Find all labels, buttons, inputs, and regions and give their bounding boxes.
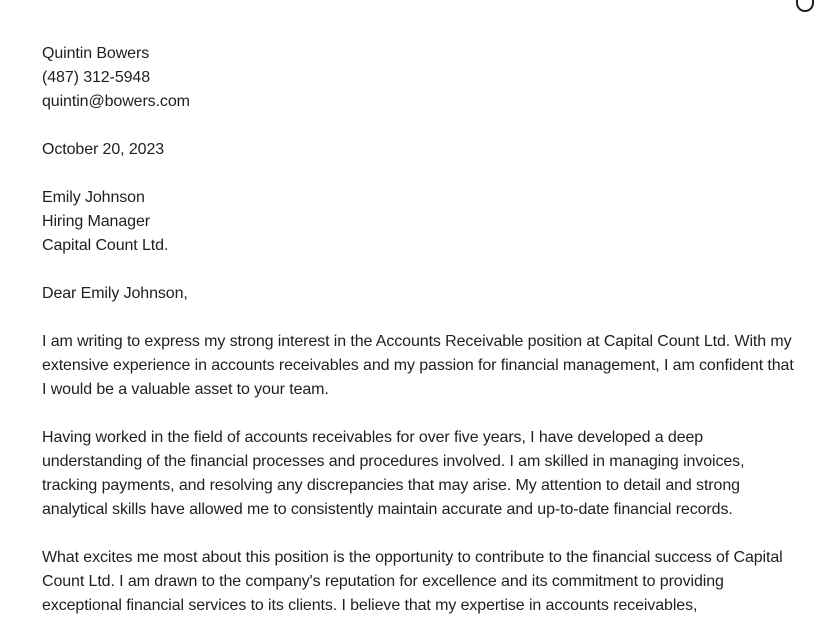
recipient-block xyxy=(42,186,802,258)
date-block xyxy=(42,138,802,162)
cover-letter xyxy=(42,42,802,620)
cup-shape-icon xyxy=(796,0,814,12)
recipient-title: Hiring Manager xyxy=(42,213,150,230)
body-paragraph-3: What excites me most about this position is the opportunity to contribute to the financial success of Capital Count Ltd. I am drawn to the company's reputation for excellence and its commitment to providing exceptional financial services to its clients. I believe that my expertise in accounts receivables, xyxy=(42,549,783,614)
salutation: Dear Emily Johnson, xyxy=(42,285,188,302)
body-paragraph-1: I am writing to express my strong interest in the Accounts Receivable position at Capital Count Ltd. With my extensive experience in accounts receivables and my passion for financial management, I am confident that I would be a valuable asset to your team. xyxy=(42,333,794,398)
sender-name: Quintin Bowers xyxy=(42,45,150,62)
sender-email: quintin@bowers.com xyxy=(42,93,190,110)
salutation-block xyxy=(42,282,802,306)
recipient-company: Capital Count Ltd. xyxy=(42,237,169,254)
sender-phone: (487) 312-5948 xyxy=(42,69,151,86)
sender-block xyxy=(42,42,802,114)
body-paragraph-2: Having worked in the field of accounts receivables for over five years, I have developed a deep understanding of the financial processes and procedures involved. I am skilled in managing invoices, tracking payments, and resolving any discrepancies that may arise. My attention to detail and strong analytical skills have allowed me to consistently maintain accurate and up-to-date financial records. xyxy=(42,429,745,518)
recipient-name: Emily Johnson xyxy=(42,189,145,206)
letter-date: October 20, 2023 xyxy=(42,141,165,158)
